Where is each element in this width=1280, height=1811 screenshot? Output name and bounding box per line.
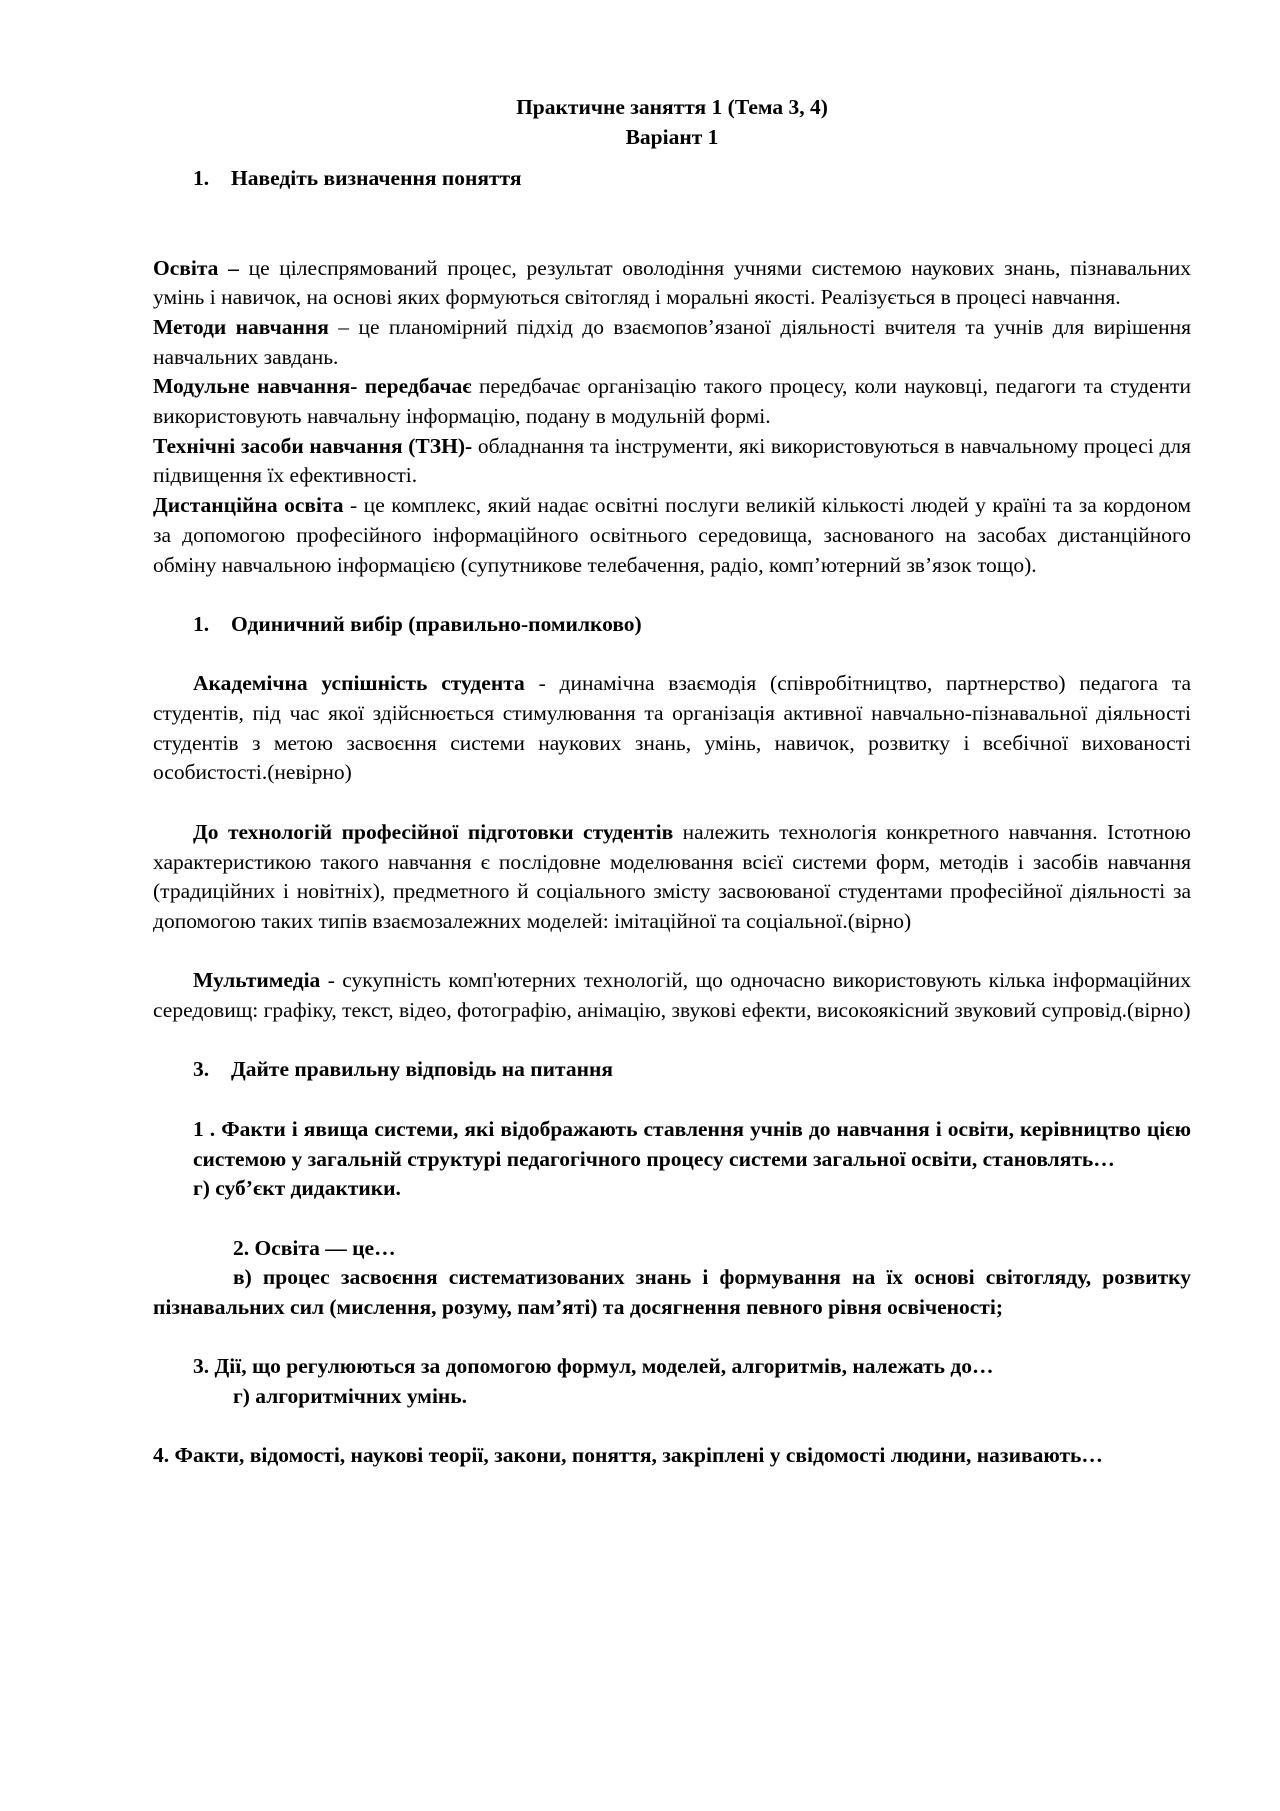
definition-text: обладнання та інструменти, які використовуються в навчальному процесі для підвищення їх ефективності. bbox=[153, 433, 1191, 488]
section-1-heading-text: Наведіть визначення поняття bbox=[231, 166, 522, 191]
definition-term: Дистанційна освіта bbox=[153, 493, 344, 518]
definition-term: Методи навчання bbox=[153, 314, 329, 339]
question-1: 1 . Факти і явища системи, які відображають ставлення учнів до навчання і освіти, керівництво цією системою у загальній структурі педагогічного процесу системи загальної освіти, становлять… bbox=[193, 1116, 1191, 1171]
statement-term: До технологій професійної підготовки студентів bbox=[193, 819, 674, 844]
page-title: Практичне заняття 1 (Тема 3, 4) bbox=[516, 95, 828, 119]
statement-term: Академічна успішність студента bbox=[193, 671, 525, 696]
answer-2: в) процес засвоєння систематизованих знань і формування на їх основі світогляду, розвитку пізнавальних сил (мислення, розуму, пам’яті) та досягнення певного рівня освіченості; bbox=[153, 1265, 1191, 1319]
statement-multymedia bbox=[153, 966, 1191, 1025]
section-2-heading-text: Одиничний вибір (правильно-помилково) bbox=[231, 611, 642, 636]
section-3-heading bbox=[153, 1055, 1191, 1085]
definition-text: передбачає організацію такого процесу, коли науковці, педагоги та студенти використовують навчальну інформацію, подану в модульній формі. bbox=[153, 374, 1191, 429]
section-1-heading bbox=[153, 164, 1191, 194]
question-3: 3. Дії, що регулюються за допомогою формул, моделей, алгоритмів, належать до… bbox=[193, 1354, 994, 1379]
definition-term: Освіта – bbox=[153, 255, 239, 280]
definition-modulne bbox=[153, 372, 1191, 431]
definition-metody bbox=[153, 313, 1191, 372]
section-1-number: 1. bbox=[193, 166, 210, 191]
section-3-number: 3. bbox=[193, 1057, 210, 1082]
statement-akademichna bbox=[153, 669, 1191, 788]
document-content bbox=[153, 93, 1191, 1471]
variant-label: Варіант 1 bbox=[625, 124, 719, 149]
definition-term: Модульне навчання- передбачає bbox=[153, 374, 472, 399]
definition-tzn bbox=[153, 432, 1191, 491]
statement-text: - динамічна взаємодія (співробітництво, партнерство) педагога та студентів, під час якої здійснюється стимулювання та організація активної навчально-пізнавальної діяльності студентів з метою засвоєння системи наукових знань, умінь, навичок, розвитку і всебічної вихованості особистості.(невірно) bbox=[153, 671, 1192, 785]
section-2-heading bbox=[153, 610, 1191, 640]
definition-text: це цілеспрямований процес, результат оволодіння учнями системою наукових знань, пізнавальних умінь і навичок, на основі яких формуються світогляд і моральні якості. Реалізується в процесі навчання. bbox=[153, 255, 1191, 310]
statement-tekhnolohii bbox=[153, 818, 1191, 937]
statement-text: належить технологія конкретного навчання. Істотною характеристикою такого навчання є послідовне моделювання всієї системи форм, методів і засобів навчання (традиційних і новітніх), предметного й соціального змісту засвоюваної студентами професійної діяльності за допомогою таких типів взаємозалежних моделей: імітаційної та соціальної.(вірно) bbox=[153, 819, 1191, 933]
answer-3: г) алгоритмічних умінь. bbox=[233, 1384, 468, 1409]
definition-term: Технічні засоби навчання (ТЗН)- bbox=[153, 433, 473, 458]
definition-osvita bbox=[153, 254, 1191, 313]
statement-text: - сукупність комп'ютерних технологій, що одночасно використовують кілька інформаційних середовищ: графіку, текст, відео, фотографію, анімацію, звукові ефекти, високоякісний звуковий супровід.(вірно) bbox=[153, 968, 1191, 1023]
section-2-number: 1. bbox=[193, 611, 210, 636]
answer-1: г) суб’єкт дидактики. bbox=[193, 1176, 401, 1201]
section-3-heading-text: Дайте правильну відповідь на питання bbox=[231, 1057, 613, 1082]
definition-text: – це планомірний підхід до взаємопов’язаної діяльності вчителя та учнів для вирішення навчальних завдань. bbox=[153, 314, 1192, 369]
question-4: 4. Факти, відомості, наукові теорії, закони, поняття, закріплені у свідомості людини, називають… bbox=[153, 1443, 1103, 1468]
definition-text: - це комплекс, який надає освітні послуги великій кількості людей у країні та за кордоном за допомогою професійного інформаційного освітнього середовища, заснованого на засобах дистанційного обміну навчальною інформацією (супутникове телебачення, радіо, комп’ютерний зв’язок тощо). bbox=[153, 493, 1191, 577]
statement-term: Мультимедіа bbox=[193, 968, 321, 993]
definition-dystantsiina bbox=[153, 491, 1191, 580]
question-2: 2. Освіта — це… bbox=[233, 1235, 396, 1260]
